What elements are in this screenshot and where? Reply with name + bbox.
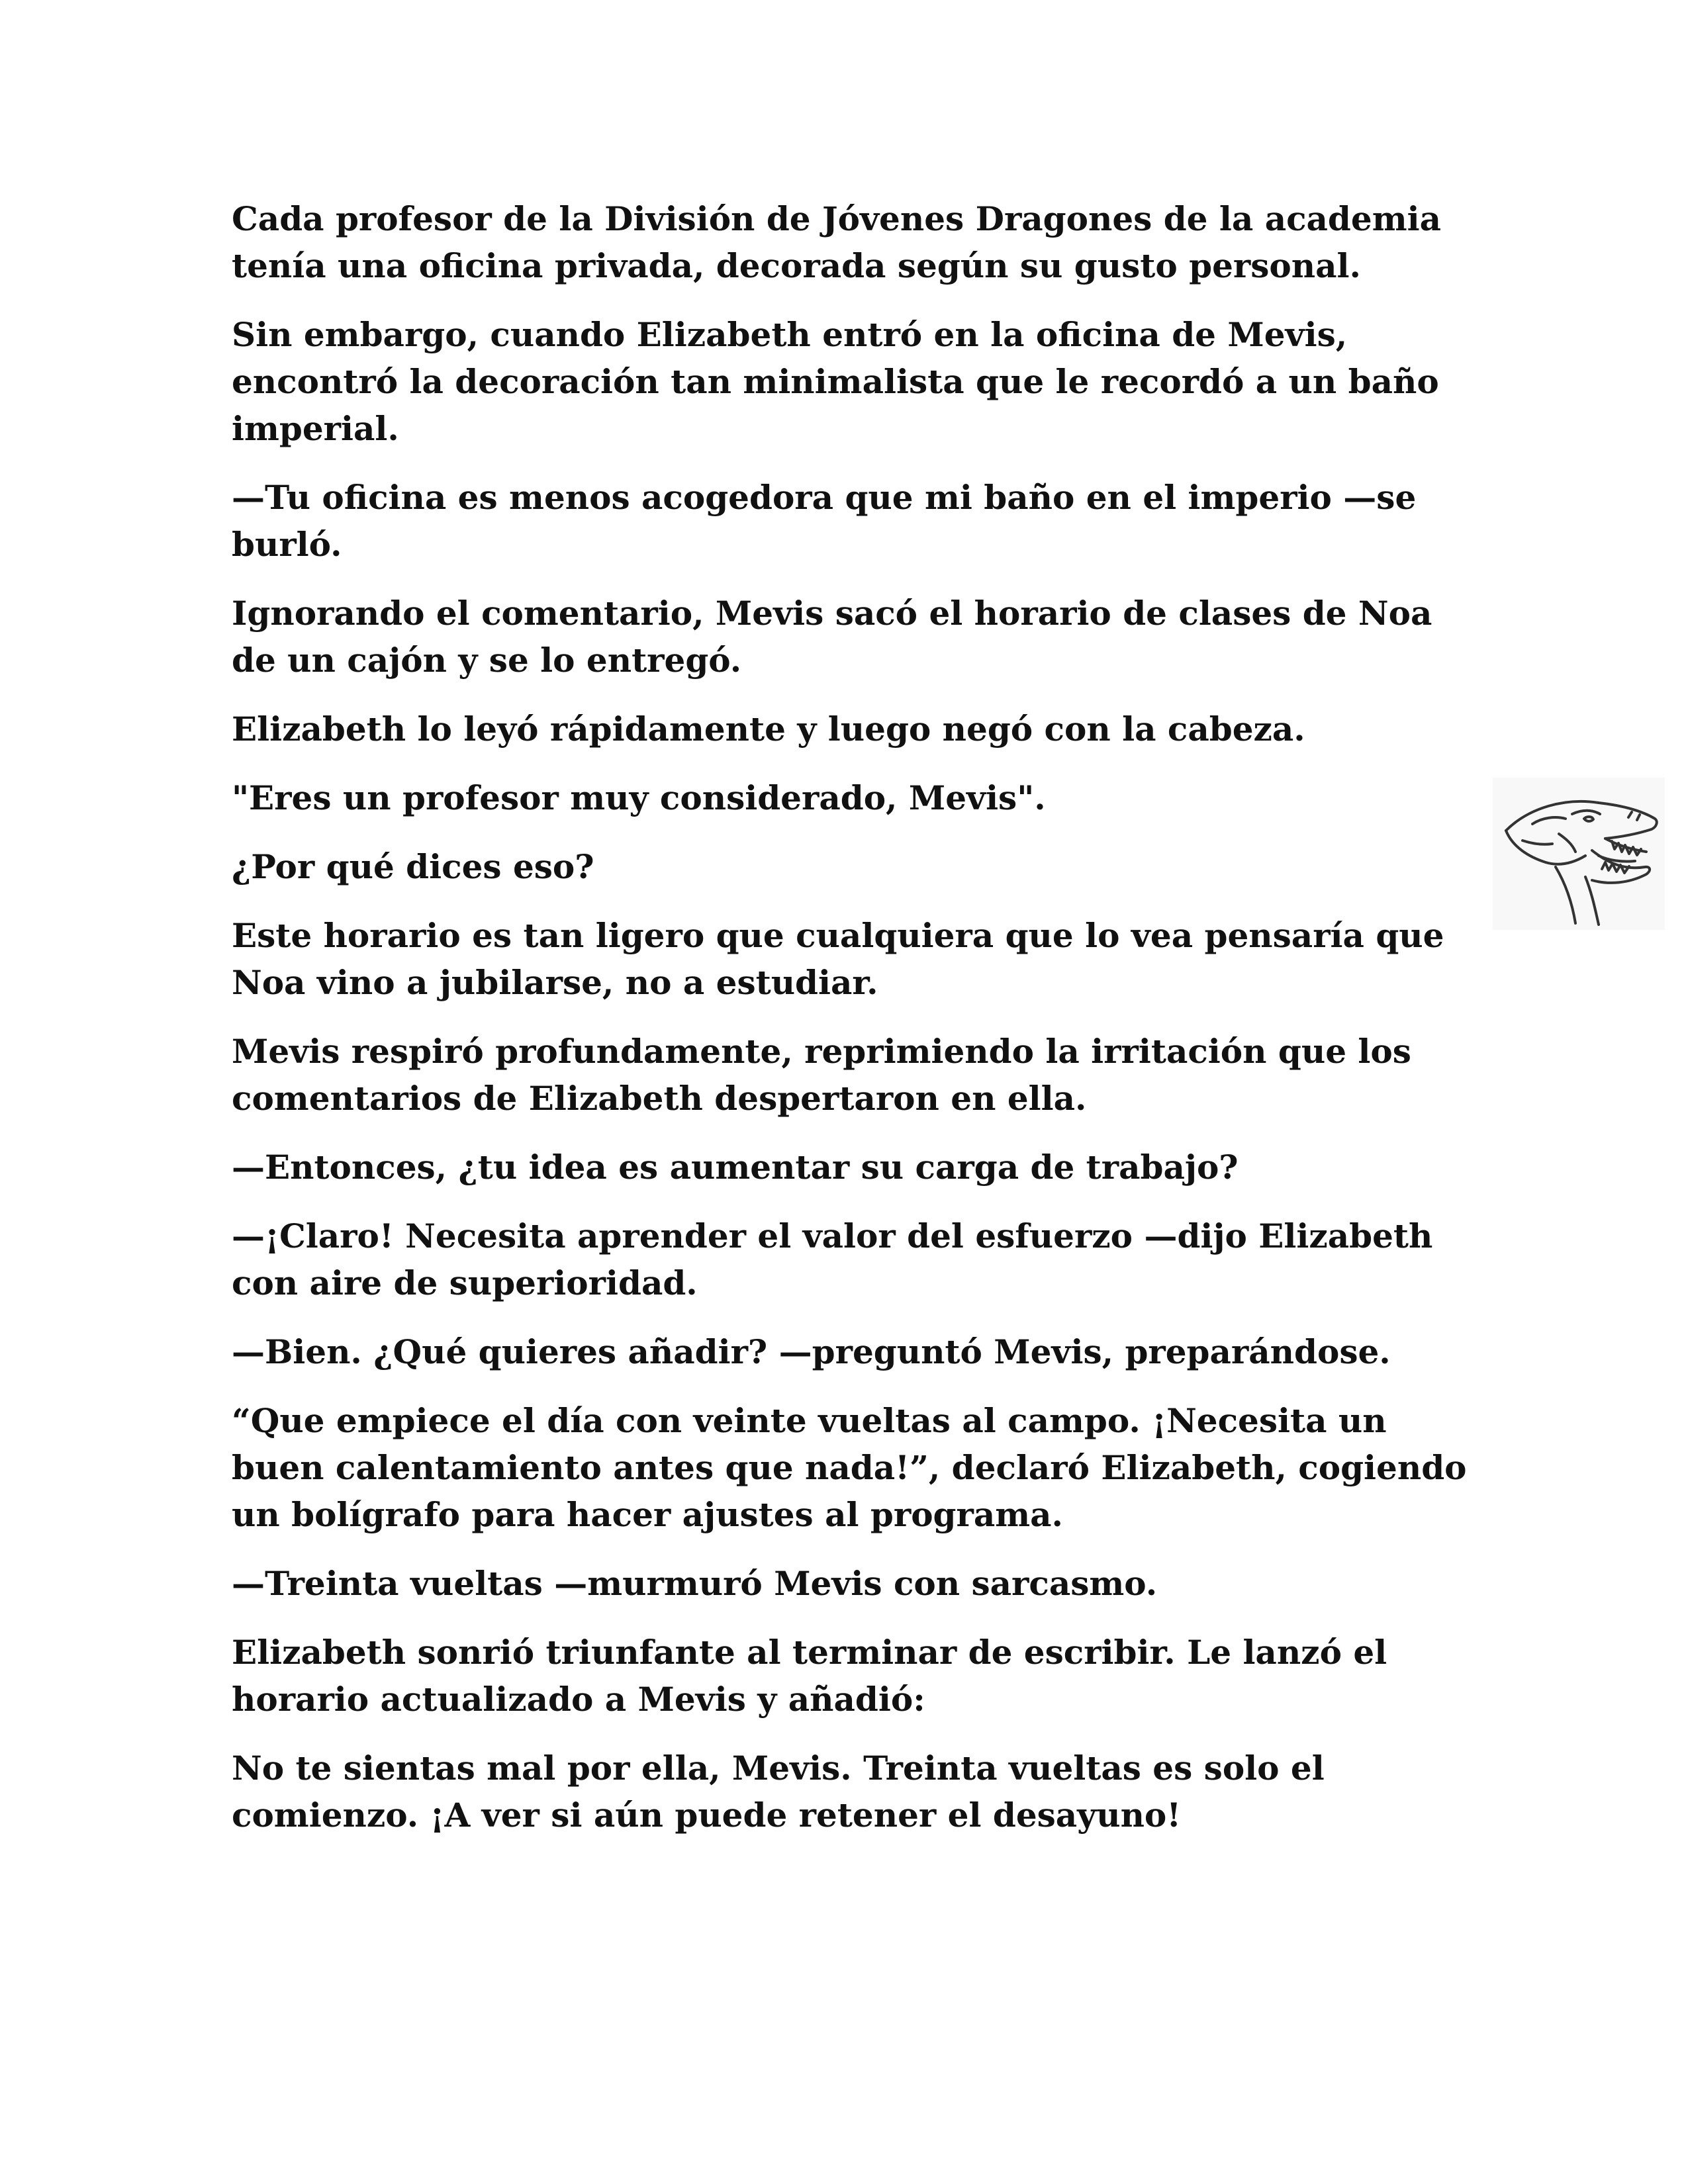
paragraph-16: No te sientas mal por ella, Mevis. Treinta vueltas es solo el comienzo. ¡A ver si aún puede retener el desayuno! [232, 1749, 1325, 1835]
paragraph-7: ¿Por qué dices eso? [232, 847, 594, 886]
paragraph-4: Ignorando el comentario, Mevis sacó el horario de clases de Noa de un cajón y se lo entregó. [232, 594, 1432, 680]
paragraph-9: Mevis respiró profundamente, reprimiendo la irritación que los comentarios de Elizabeth despertaron en ella. [232, 1032, 1411, 1118]
paragraph-13: “Que empiece el día con veinte vueltas al campo. ¡Necesita un buen calentamiento antes que nada!”, declaró Elizabeth, cogiendo un bolígrafo para hacer ajustes al programa. [232, 1401, 1467, 1534]
paragraph-14: —Treinta vueltas —murmuró Mevis con sarcasmo. [232, 1564, 1158, 1603]
body-text [232, 195, 1476, 1860]
dinosaur-head-sketch-icon [1493, 778, 1665, 930]
paragraph-15: Elizabeth sonrió triunfante al terminar de escribir. Le lanzó el horario actualizado a Mevis y añadió: [232, 1633, 1387, 1719]
paragraph-5: Elizabeth lo leyó rápidamente y luego negó con la cabeza. [232, 709, 1305, 749]
paragraph-1: Cada profesor de la División de Jóvenes Dragones de la academia tenía una oficina privada, decorada según su gusto personal. [232, 199, 1442, 285]
paragraph-12: —Bien. ¿Qué quieres añadir? —preguntó Mevis, preparándose. [232, 1332, 1391, 1371]
paragraph-6: "Eres un profesor muy considerado, Mevis". [232, 778, 1046, 817]
paragraph-2: Sin embargo, cuando Elizabeth entró en la oficina de Mevis, encontró la decoración tan minimalista que le recordó a un baño imperial. [232, 315, 1439, 448]
paragraph-3: —Tu oficina es menos acogedora que mi baño en el imperio —se burló. [232, 478, 1417, 564]
paragraph-10: —Entonces, ¿tu idea es aumentar su carga de trabajo? [232, 1148, 1239, 1187]
paragraph-8: Este horario es tan ligero que cualquiera que lo vea pensaría que Noa vino a jubilarse, no a estudiar. [232, 916, 1444, 1002]
paragraph-11: —¡Claro! Necesita aprender el valor del esfuerzo —dijo Elizabeth con aire de superioridad. [232, 1216, 1433, 1302]
